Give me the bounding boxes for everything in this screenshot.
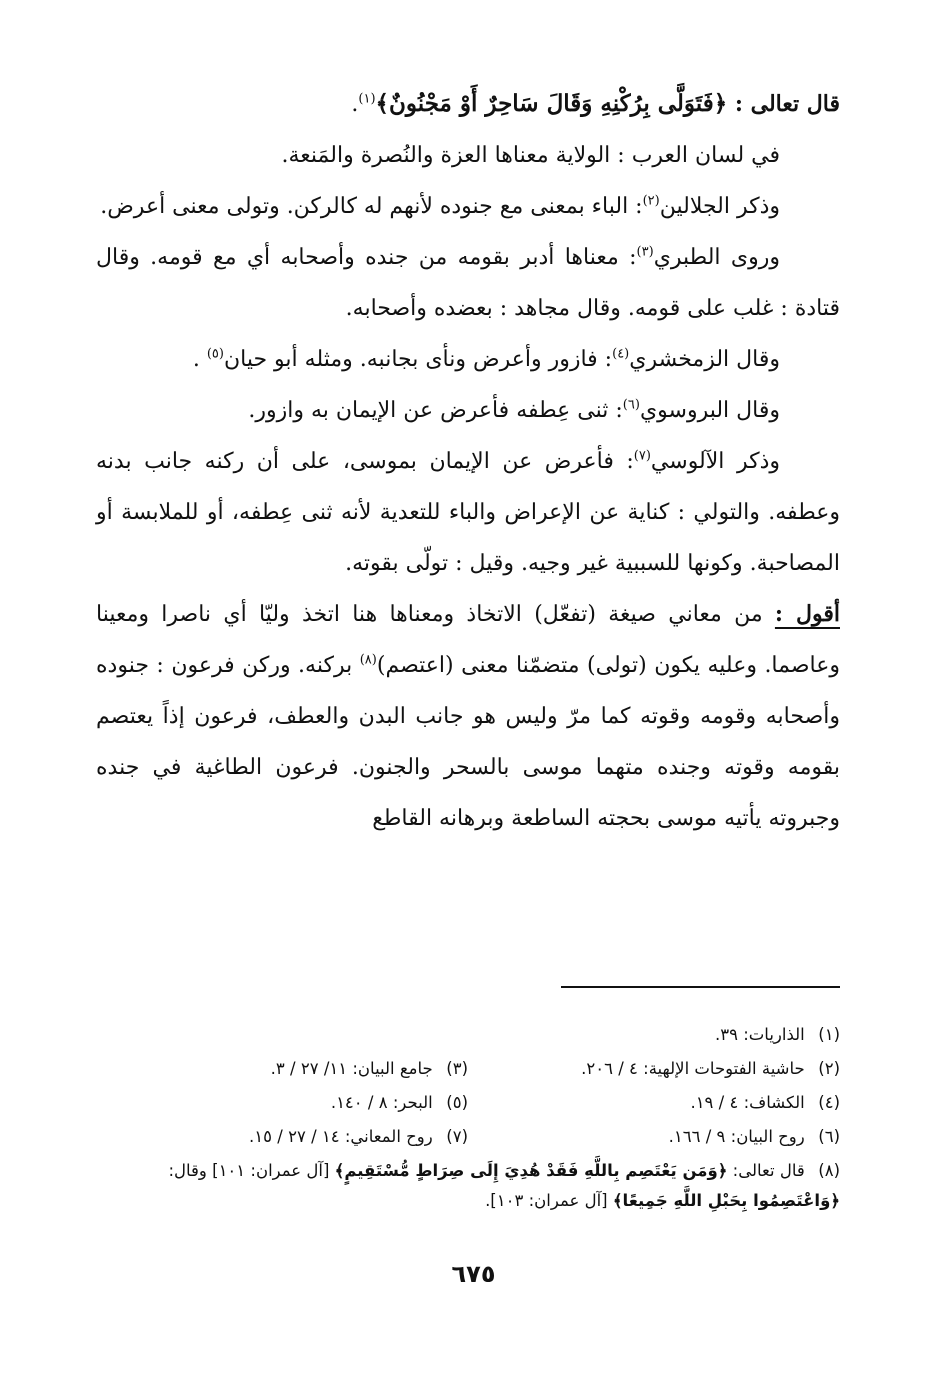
quran-verse: ﴿وَمَن يَعْتَصِم بِاللَّهِ فَقَدْ هُدِيَ إِلَى صِرَاطٍ مُّسْتَقِيمٍ﴾ <box>334 1161 728 1180</box>
quran-verse: ﴿فَتَوَلَّى بِرُكْنِهِ وَقَالَ سَاحِرٌ أَوْ مَجْنُونٌ﴾ <box>375 90 728 117</box>
burusawi-text: : ثنى عِطفه فأعرض عن الإيمان به وازور. <box>248 398 623 423</box>
footnote-5 <box>96 1086 468 1120</box>
footnote-row <box>96 1086 840 1120</box>
footnote-number: (٣) <box>446 1059 468 1078</box>
footnote-4 <box>468 1086 840 1120</box>
footnote-number: (٧) <box>446 1127 468 1146</box>
footnote-number: (٨) <box>818 1161 840 1180</box>
footnote-text: الذاريات: ٣٩. <box>714 1025 805 1044</box>
footnote-8 <box>96 1156 840 1216</box>
footnotes <box>96 1018 840 1216</box>
footnote-ref-5: (٥) <box>206 346 224 362</box>
author-label: أقول : <box>774 601 840 627</box>
footnote-ref-8: (٨) <box>359 652 377 668</box>
burusawi-label: وقال البروسوي <box>639 398 780 423</box>
footnote-text: [آل عمران: ١٠١] وقال: <box>168 1161 335 1180</box>
footnote-ref-2: (٢) <box>642 193 660 209</box>
footnote-number: (٢) <box>818 1059 840 1078</box>
footnote-row <box>96 1120 840 1154</box>
footnote-ref-1: (١) <box>358 91 376 107</box>
footnote-text: روح المعاني: ١٤ / ٢٧ / ١٥. <box>249 1127 433 1146</box>
footnote-1 <box>468 1018 840 1052</box>
paragraph-zamakhshari <box>96 334 840 385</box>
footnote-text: حاشية الفتوحات الإلهية: ٤ / ٢٠٦. <box>581 1059 805 1078</box>
paragraph-verse <box>96 78 840 130</box>
verse-end: . <box>351 92 359 117</box>
paragraph-alusi <box>96 436 840 589</box>
footnote-number: (٤) <box>818 1093 840 1112</box>
paragraph-jalalayn <box>96 181 840 232</box>
zamakhshari-label: وقال الزمخشري <box>629 347 780 372</box>
main-text <box>96 78 840 844</box>
author-text-2: بركنه. وركن فرعون : جنوده وأصحابه وقومه وقوته كما مرّ وليس هو جانب البدن والعطف، فرعون إذاً يعتصم بقومه وقوته وجنده متهما موسى بالسحر والجنون. فرعون الطاغية في جنده وجبروته يأتيه موسى بحجته الساطعة وبرهانه القاطع <box>96 653 840 831</box>
paragraph-lisan <box>96 130 840 181</box>
footnote-ref-7: (٧) <box>633 448 651 464</box>
footnote-text: روح البيان: ٩ / ١٦٦. <box>668 1127 805 1146</box>
footnote-row <box>96 1018 840 1052</box>
paragraph-burusawi <box>96 385 840 436</box>
zamakhshari-end: . <box>192 347 207 372</box>
footnote-ref-3: (٣) <box>636 244 654 260</box>
footnote-ref-4: (٤) <box>612 346 630 362</box>
author-text-1: من معاني صيغة (تفعّل) الاتخاذ ومعناها هنا اتخذ وليّا أي ناصرا ومعينا وعاصما. وعليه يكون (تولى) متضمّنا معنى (اعتصم) <box>96 602 840 678</box>
footnote-ref-6: (٦) <box>622 397 640 413</box>
zamakhshari-text: : فازور وأعرض ونأى بجانبه. ومثله أبو حيان <box>223 347 613 372</box>
footnote-6 <box>468 1120 840 1154</box>
footnote-text: قال تعالى: <box>727 1161 805 1180</box>
jalalayn-label: وذكر الجلالين <box>659 194 780 219</box>
footnote-number: (٥) <box>446 1093 468 1112</box>
verse-intro: قال تعالى : <box>727 91 840 117</box>
jalalayn-text: : الباء بمعنى مع جنوده لأنهم له كالركن. وتولى معنى أعرض. <box>100 194 643 219</box>
footnote-divider <box>561 986 840 988</box>
paragraph-tabari <box>96 232 840 334</box>
footnote-text: البحر: ٨ / ١٤٠. <box>330 1093 433 1112</box>
footnote-text: جامع البيان: ١١/ ٢٧ / ٣. <box>270 1059 433 1078</box>
footnote-number: (٦) <box>818 1127 840 1146</box>
footnote-number: (١) <box>818 1025 840 1044</box>
tabari-label: وروى الطبري <box>653 245 780 270</box>
tabari-text: : معناها أدبر بقومه من جنده وأصحابه أي مع قومه. وقال قتادة : غلب على قومه. وقال مجاهد : بعضده وأصحابه. <box>96 245 840 321</box>
page-number: ٦٧٥ <box>451 1260 496 1288</box>
footnote-text: الكشاف: ٤ / ١٩. <box>690 1093 805 1112</box>
footnote-3 <box>96 1052 468 1086</box>
footnote-text: [آل عمران: ١٠٣]. <box>485 1191 613 1210</box>
lisan-text: في لسان العرب : الولاية معناها العزة والنُصرة والمَنعة. <box>281 143 780 168</box>
alusi-label: وذكر الآلوسي <box>650 449 780 474</box>
paragraph-author <box>96 589 840 844</box>
alusi-text: : فأعرض عن الإيمان بموسى، على أن ركنه جانب بدنه وعطفه. والتولي : كناية عن الإعراض والباء للتعدية لأنه ثنى عِطفه، أو للملابسة أو المصاحبة. وكونها للسببية غير وجيه. وقيل : تولّى بقوته. <box>96 449 840 576</box>
footnote-2 <box>468 1052 840 1086</box>
quran-verse: ﴿وَاعْتَصِمُوا بِحَبْلِ اللَّهِ جَمِيعًا﴾ <box>612 1191 840 1210</box>
footnote-row <box>96 1052 840 1086</box>
footnote-7 <box>96 1120 468 1154</box>
